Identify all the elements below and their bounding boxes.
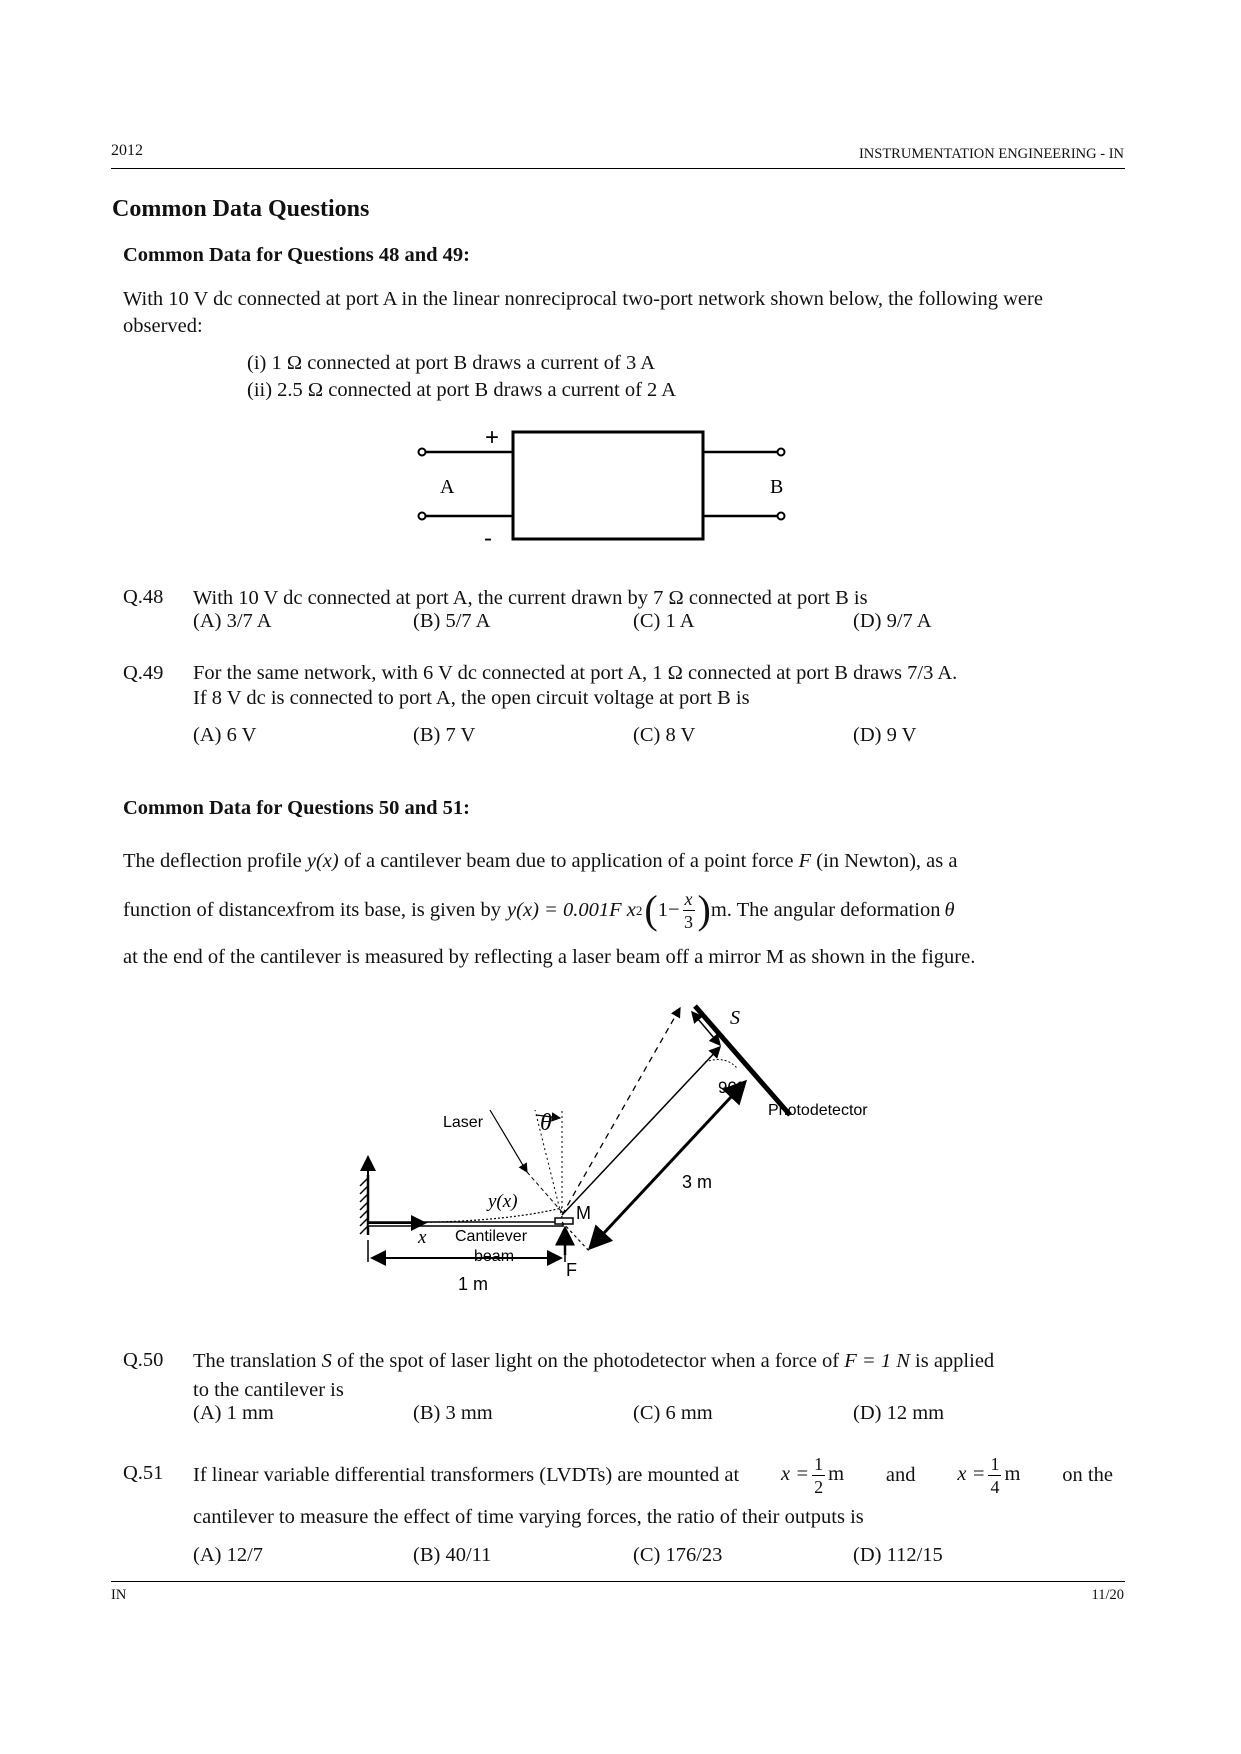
q48-number: Q.48 (123, 586, 164, 608)
q49-line2: If 8 V dc is connected to port A, the open circuit voltage at port B is (193, 687, 750, 709)
q49-line1: For the same network, with 6 V dc connected at port A, 1 Ω connected at port B draws 7/3 A. (193, 662, 958, 684)
q49-option-a[interactable]: (A) 6 V (193, 724, 257, 746)
port-a-label: A (440, 476, 455, 498)
q50-number: Q.50 (123, 1349, 164, 1371)
section-title: Common Data Questions (112, 196, 370, 222)
equation-lhs: y(x) = 0.001F x (507, 898, 636, 921)
set2-line1: The deflection profile y(x) of a cantilever beam due to application of a point force F (in Newton), as a (123, 850, 958, 872)
q51-number: Q.51 (123, 1462, 164, 1484)
f-label: F (566, 1260, 577, 1280)
port-b-label: B (770, 476, 784, 498)
terminal-a-bottom (419, 513, 426, 520)
beam-label-2: beam (474, 1248, 515, 1265)
deflection-curve (370, 1208, 562, 1222)
x-label: x (418, 1227, 427, 1248)
set2-heading: Common Data for Questions 50 and 51: (123, 797, 470, 819)
distance-dimension (590, 1082, 745, 1248)
plus-label: + (485, 424, 500, 451)
q51-option-b[interactable]: (B) 40/11 (413, 1544, 492, 1566)
cantilever-laser-figure (340, 990, 900, 1310)
terminal-a-top (419, 449, 426, 456)
q50-option-d[interactable]: (D) 12 mm (853, 1402, 945, 1424)
laser-beam (490, 1110, 527, 1172)
header-subject: INSTRUMENTATION ENGINEERING - IN (858, 146, 1124, 162)
reflected-beam-dashed (562, 1008, 680, 1215)
s-label: S (730, 1007, 740, 1029)
theta-label: θ (540, 1110, 552, 1136)
terminal-b-bottom (778, 513, 785, 520)
angle-label: 90° (718, 1078, 744, 1097)
distance-label: 3 m (682, 1172, 713, 1192)
q49-number: Q.49 (123, 662, 164, 684)
mirror (555, 1218, 573, 1224)
q51-line1: If linear variable differential transformers (LVDTs) are mounted at x = $\frac{1}{2}$ m and x = $\frac{1}{4}$ m on the (193, 1453, 1113, 1497)
q49-option-c[interactable]: (C) 8 V (633, 724, 696, 746)
terminal-b-top (778, 449, 785, 456)
q50-line2: to the cantilever is (193, 1379, 344, 1401)
q48-text: With 10 V dc connected at port A, the current drawn by 7 Ω connected at port B is (193, 587, 868, 609)
q48-option-b[interactable]: (B) 5/7 A (413, 610, 491, 632)
q51-line2: cantilever to measure the effect of time varying forces, the ratio of their outputs is (193, 1506, 864, 1528)
q50-option-a[interactable]: (A) 1 mm (193, 1402, 274, 1424)
set1-heading: Common Data for Questions 48 and 49: (123, 244, 470, 266)
q50-line1: The translation S of the spot of laser light on the photodetector when a force of F = 1 N is applied (193, 1350, 995, 1372)
footer-rule (111, 1581, 1125, 1582)
m-label: M (576, 1203, 591, 1223)
set2-line2: function of distance x from its base, is given by y(x) = 0.001F x 2 ( 1− $\frac{x}{3}$ ) m . The angular deformation θ (123, 887, 955, 932)
q48-option-c[interactable]: (C) 1 A (633, 610, 695, 632)
laser-label: Laser (443, 1114, 484, 1131)
q49-option-d[interactable]: (D) 9 V (853, 724, 917, 746)
two-port-network-figure (400, 420, 810, 555)
set1-obs2: (ii) 2.5 Ω connected at port B draws a current of 2 A (247, 379, 677, 401)
set1-intro: With 10 V dc connected at port A in the linear nonreciprocal two-port network shown below, the following were observed: (123, 288, 1043, 337)
q51-option-d[interactable]: (D) 112/15 (853, 1544, 943, 1566)
set2-line3: at the end of the cantilever is measured by reflecting a laser beam off a mirror M as shown in the figure. (123, 946, 976, 968)
beam-label-1: Cantilever (455, 1228, 528, 1245)
equation-fraction: $\frac{x}{3}$ (684, 888, 693, 932)
minus-label: - (484, 525, 492, 552)
header-year: 2012 (111, 142, 143, 159)
q50-option-b[interactable]: (B) 3 mm (413, 1402, 493, 1424)
q48-option-d[interactable]: (D) 9/7 A (853, 610, 932, 632)
q49-option-b[interactable]: (B) 7 V (413, 724, 476, 746)
set1-obs1: (i) 1 Ω connected at port B draws a current of 3 A (247, 352, 656, 374)
yx-label: y(x) (488, 1191, 518, 1212)
q51-option-a[interactable]: (A) 12/7 (193, 1544, 264, 1566)
network-box (513, 432, 703, 539)
var-yx: y(x) (306, 850, 339, 872)
footer-code: IN (111, 1587, 127, 1603)
q51-option-c[interactable]: (C) 176/23 (633, 1544, 723, 1566)
header-rule (111, 168, 1125, 169)
q50-option-c[interactable]: (C) 6 mm (633, 1402, 713, 1424)
q48-option-a[interactable]: (A) 3/7 A (193, 610, 272, 632)
photodetector-label: Photodetector (768, 1102, 868, 1119)
page-number: 11/20 (1091, 1587, 1124, 1603)
length-label: 1 m (458, 1274, 489, 1294)
